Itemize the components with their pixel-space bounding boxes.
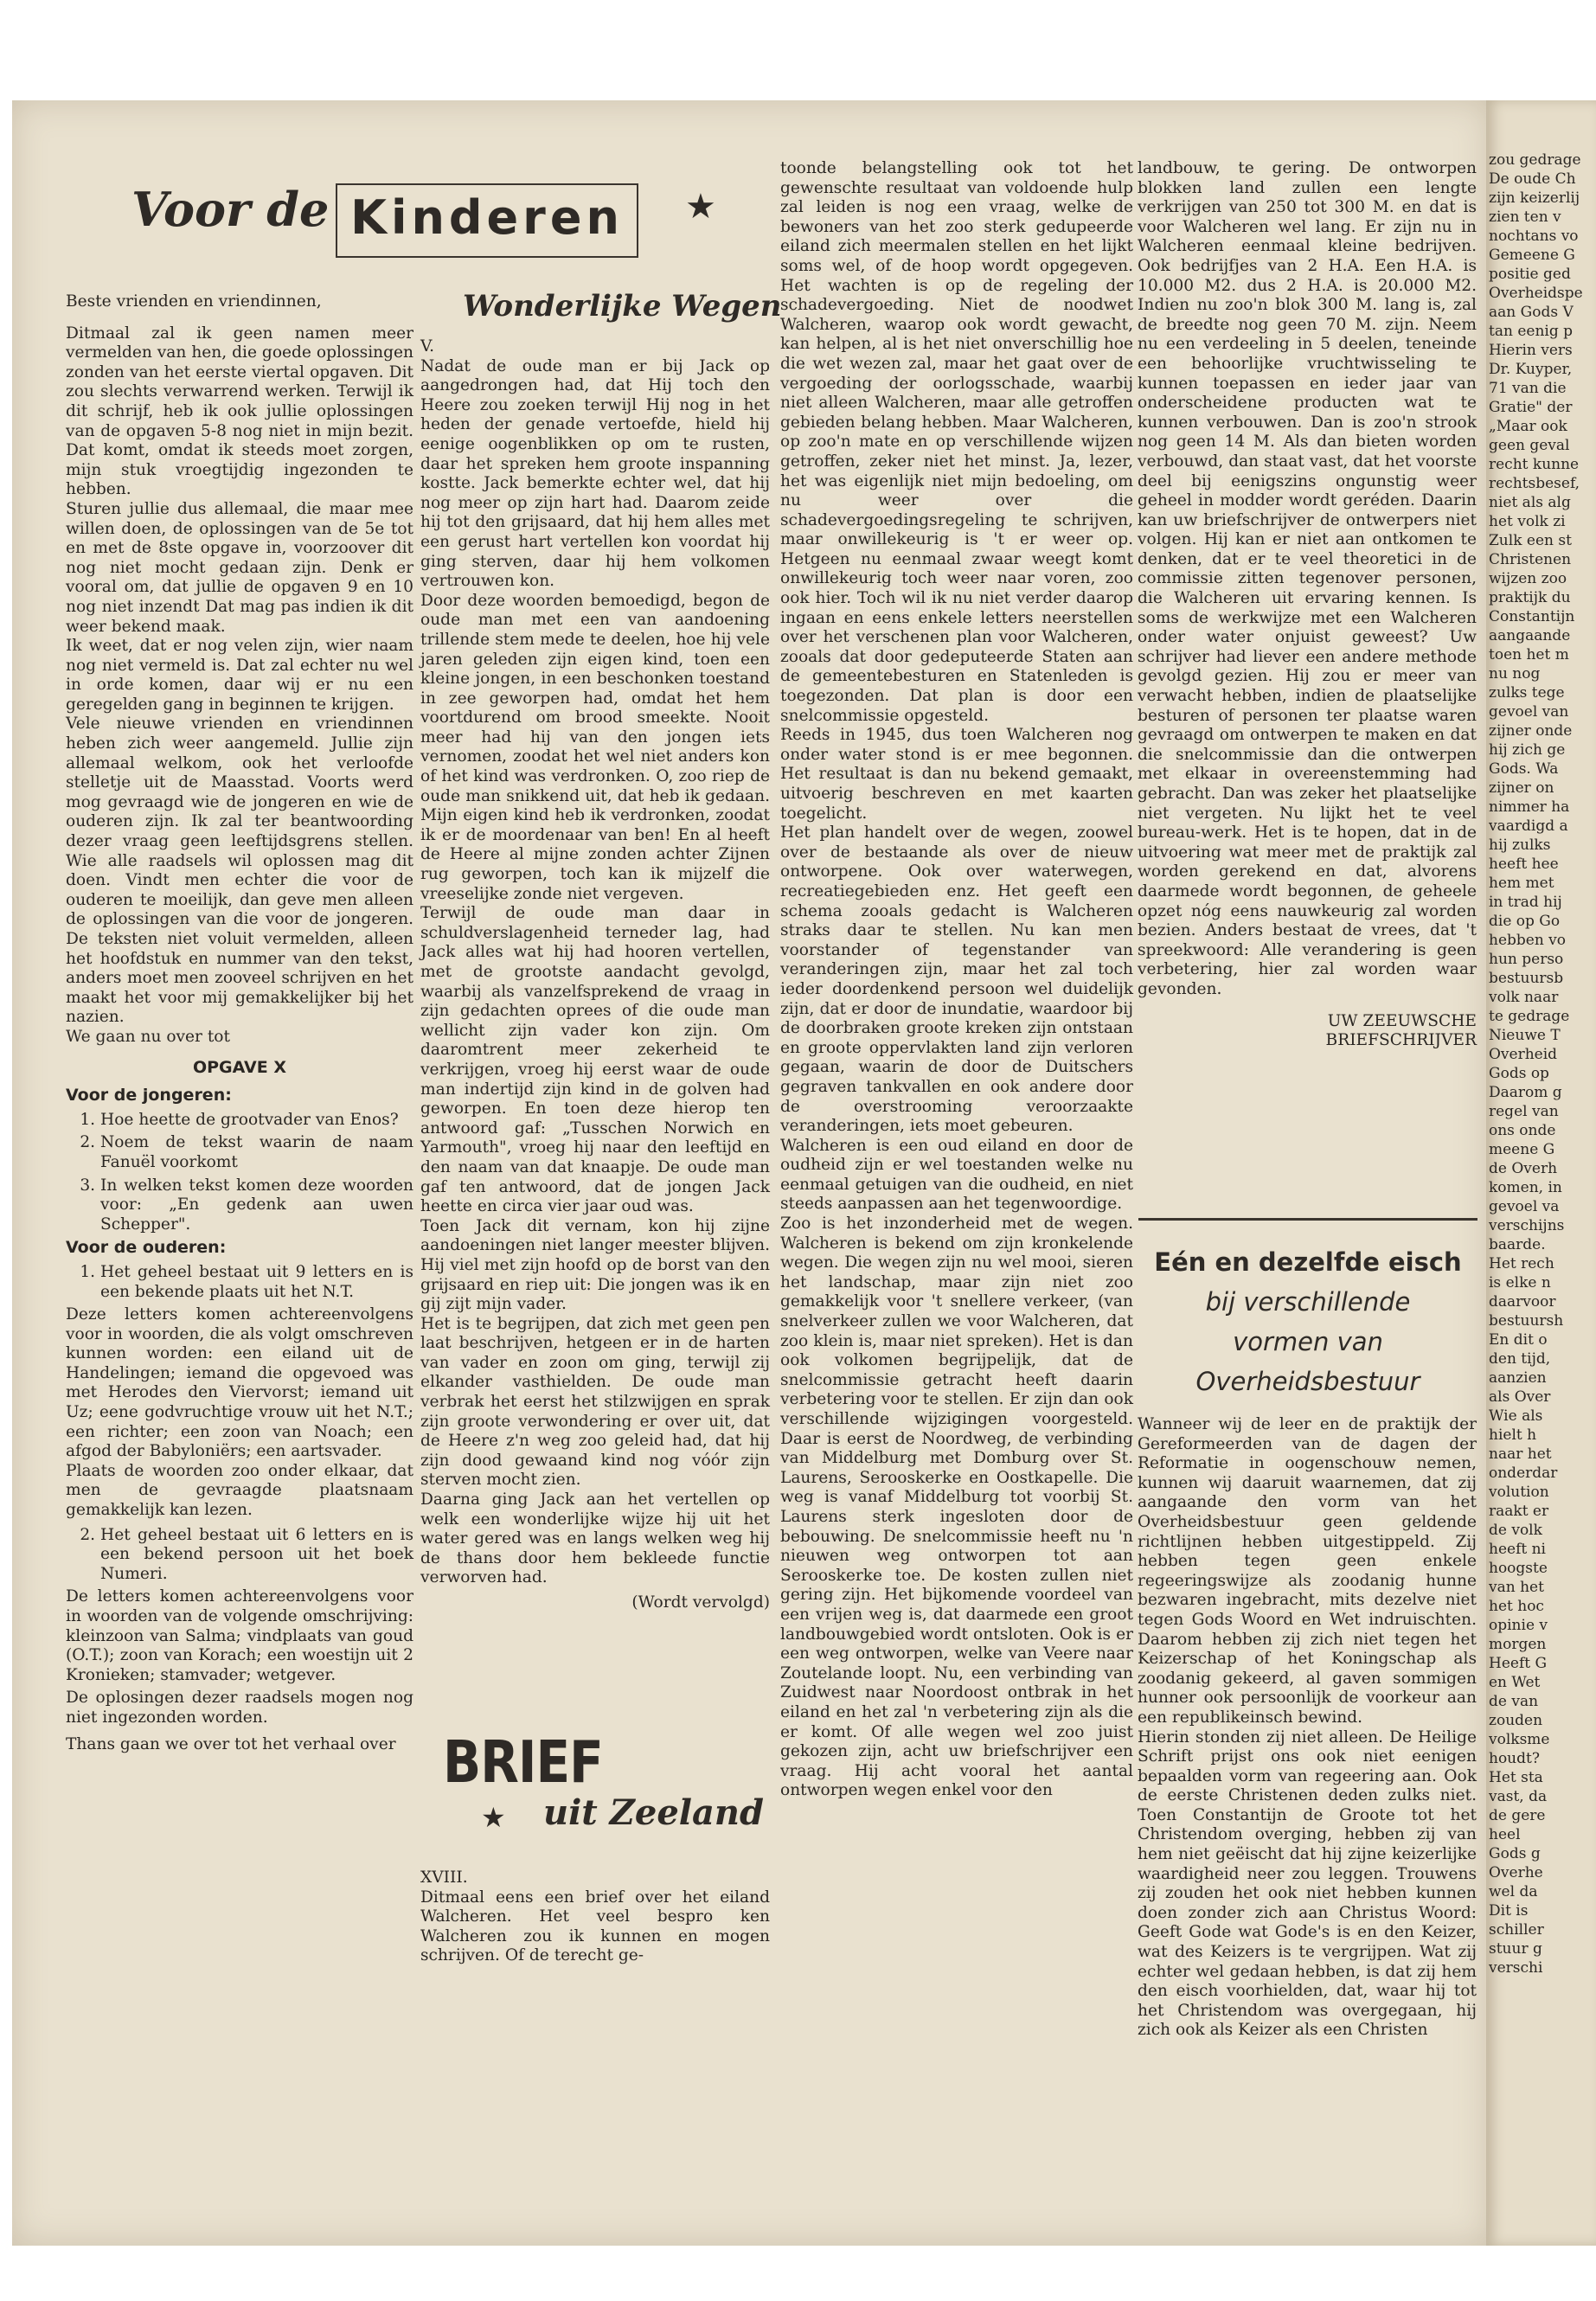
paragraph: Ik weet, dat er nog velen zijn, wier naam nog niet vermeld is. Dat zal echter nu wel in orde komen, daar wij er nu een geregelden gang in beginnen te krijgen. — [66, 637, 413, 714]
fragment-line: „Maar ook — [1489, 418, 1567, 435]
fragment-line: zulks tege — [1489, 684, 1565, 702]
paragraph: Daarna ging Jack aan het vertellen op welk een wonderlijke wijze hij uit het water gered was en langs welken weg hij de thans door hem bekleede functie verworven had. — [420, 1490, 770, 1587]
paragraph: De oplosingen dezer raadsels mogen nog niet ingezonden worden. — [66, 1689, 413, 1727]
column-brief-middle — [780, 159, 1133, 1801]
to-be-continued: (Wordt vervolgd) — [631, 1593, 770, 1612]
fragment-line: Gods g — [1489, 1845, 1541, 1862]
paragraph: Toen Jack dit vernam, kon hij zijne aandoeningen niet langer meester blijven. Hij viel met zijn hoofd op de borst van den grijsaard en riep uit: Die jongen was ik en gij zijt mijn vader. — [420, 1216, 770, 1314]
paragraph: Plaats de woorden zoo onder elkaar, dat men de gevraagde plaatsnaam gemakkelijk kan lezen. — [66, 1461, 413, 1520]
fragment-line: raakt er — [1489, 1503, 1549, 1520]
fragment-line: nochtans vo — [1489, 228, 1579, 245]
paragraph: De letters komen achtereenvolgens voor in woorden van de volgende omschrijving: kleinzoon van Salma; vindplaats van goud (O.T.); zoon van Korach; een woestijn uit 2 Kronieken; stamvader; wetgever. — [66, 1587, 413, 1684]
fragment-line: baarde. — [1489, 1236, 1546, 1253]
fragment-line: Gods. Wa — [1489, 760, 1559, 778]
ouderen-label: Voor de ouderen: — [66, 1238, 227, 1258]
fragment-line: verschijns — [1489, 1217, 1565, 1234]
fragment-line: Gemeene G — [1489, 247, 1575, 264]
signature-line: BRIEFSCHRIJVER — [1325, 1031, 1477, 1050]
fragment-line: heel — [1489, 1826, 1521, 1843]
paragraph: Walcheren is een oud eiland en door de oudheid zijn er wel toestanden welke nu eenmaal getuigen van die oudheid, en niet steeds aanpassen aan het tegenwoordige. — [780, 1136, 1133, 1214]
fragment-line: hij zulks — [1489, 836, 1551, 854]
fragment-line: stuur g — [1489, 1940, 1542, 1958]
paragraph: Het is te begrijpen, dat zich met geen pen laat beschrijven, hetgeen er in de harten van vader en zoon om ging, terwijl zij elkander vasthielden. De oude man verbrak het eerst het stilzwijgen en sprak zijn groote verwondering er over uit, dat de Heere z'n weg zoo geleid had, dat hij zijn dood gewaand kind nog vóór zijn sterven mocht zien. — [420, 1314, 770, 1490]
fragment-line: Wie als — [1489, 1407, 1543, 1425]
fragment-line: zou gedrage — [1489, 151, 1581, 169]
fragment-line: En dit o — [1489, 1331, 1548, 1349]
fragment-line: zouden — [1489, 1712, 1543, 1729]
column-eisch — [1138, 1415, 1477, 2041]
jongeren-label: Voor de jongeren: — [66, 1086, 232, 1106]
fragment-line: meene G — [1489, 1141, 1555, 1158]
fragment-line: opinie v — [1489, 1617, 1548, 1634]
fragment-line: onderdar — [1489, 1465, 1558, 1482]
fragment-line: hun perso — [1489, 951, 1564, 968]
fragment-line: te gedrage — [1489, 1008, 1570, 1025]
fragment-line: hielt h — [1489, 1426, 1537, 1444]
fragment-line: naar het — [1489, 1445, 1552, 1463]
greeting: Beste vrienden en vriendinnen, — [66, 292, 322, 311]
paragraph: Hierin stonden zij niet alleen. De Heilige Schrift prijst ons ook niet eenigen bepaalden vorm van regeering aan. Ook de eerste Christenen deden zulks niet. Toen Constantijn de Groote tot het Christendom overging, hebben zij van hem niet geëischt dat hij zijne keizerlijke waardigheid neer zou leggen. Trouwens zij zouden het ook niet hebben kunnen doen zonder zich aan Christus Woord: Geeft Gode wat Gode's is en den Keizer, wat des Keizers is te vergrijpen. Wat zij echter wel gedaan hebben, is dat zij hem den eisch voorhielden, dat, waar hij tot het Christendom was overgegaan, hij zich ook als Keizer als een Christen — [1138, 1727, 1477, 2040]
fragment-line: Overheidspe — [1489, 285, 1583, 302]
paragraph: Deze letters komen achtereenvolgens voor in woorden, die als volgt omschreven kunnen worden: een eiland uit de Handelingen; iemand die opgevoed was met Herodes den Viervorst; iemand uit Uz; eene godvruchtige vrouw uit het N.T.; een richter; een zoon van Noach; een afgod der Babyloniërs; een aartsvader. — [66, 1305, 413, 1461]
fragment-line: regel van — [1489, 1103, 1559, 1120]
paragraph: Het plan handelt over de wegen, zoowel over de bestaande als over de nieuw ontworpene. Ook over waterwegen, recreatiegebieden enz. Het geeft een schema zooals gedacht is Walcheren straks daar te stellen. Nu kan men voorstander of tegenstander van veranderingen zijn, maar het zal toch ieder doordenkend persoon wel duidelijk zijn, dat er door de inundatie, waardoor bij de doorbraken groote kreken zijn ontstaan en groote oppervlakten land zijn verloren gegaan, waarin de door de Duitschers gegraven tankvallen en ook andere door de overstrooming veroorzaakte veranderingen, iets moet gebeuren. — [780, 824, 1133, 1136]
fragment-line: van het — [1489, 1579, 1544, 1596]
fragment-line: volk naar — [1489, 989, 1559, 1006]
fragment-line: de van — [1489, 1693, 1539, 1710]
column-story — [420, 337, 770, 1613]
paragraph: Reeds in 1945, dus toen Walcheren nog onder water stond is er mee begonnen. Het resultaat is dan nu bekend gemaakt, uitvoerig beschreven en met kaarten toegelicht. — [780, 726, 1133, 823]
paragraph: Ditmaal eens een brief over het eiland Walcheren. Het veel bespro ken Walcheren zou ik kunnen en mogen schrijven. Of de terecht ge- — [420, 1888, 770, 1965]
fragment-line: heeft ni — [1489, 1541, 1546, 1558]
fragment-line: in trad hij — [1489, 894, 1562, 911]
fragment-line: rechtsbesef, — [1489, 475, 1580, 492]
fragment-line: de Overh — [1489, 1160, 1558, 1177]
fragment-line: houdt? — [1489, 1750, 1540, 1767]
fragment-line: aanzien — [1489, 1369, 1547, 1387]
ouderen-list-1 — [66, 1263, 413, 1302]
fragment-line: aan Gods V — [1489, 304, 1574, 321]
eisch-title-line: Overheidsbestuur — [1195, 1367, 1420, 1396]
fragment-line: Gods op — [1489, 1065, 1549, 1082]
paragraph: We gaan nu over tot — [66, 1027, 230, 1046]
fragment-line: Overhe — [1489, 1864, 1543, 1881]
section-title-script: Voor de — [131, 182, 330, 237]
paragraph: Vele nieuwe vrienden en vriendinnen heben zich weer aangemeld. Jullie zijn allemaal welkom, ook het verloofde stelletje uit de Maasstad. Voorts werd mog gevraagd wie de jongeren en wie de ouderen zijn. Ik zal ter beantwoording dezer vraag geen leeftijdsgrens stellen. Wie alle raadsels wil oplossen mag dit doen. Vindt men echter die voor de ouderen te moeilijk, dan geve men alleen de oplossingen van die voor de jongeren. De teksten niet voluit vermelden, alleen het hoofdstuk en nummer van den tekst, anders moet men zooveel schrijven en het maakt het voor mij gemakkelijker bij het nazien. — [66, 715, 413, 1027]
fragment-line: gevoel van — [1489, 703, 1569, 721]
fragment-line: 71 van die — [1489, 380, 1567, 397]
fragment-line: bestuursb — [1489, 970, 1564, 987]
eisch-title-line: vormen van — [1233, 1327, 1383, 1356]
eisch-title-line: bij verschillende — [1205, 1287, 1411, 1317]
paragraph: Thans gaan we over tot het verhaal over — [66, 1734, 396, 1753]
fragment-line: zien ten v — [1489, 208, 1561, 226]
list-item: 2. Het geheel bestaat uit 6 letters en is een bekend persoon uit het boek Numeri. — [100, 1526, 413, 1585]
next-page-column — [1489, 151, 1591, 1977]
fragment-line: hebben vo — [1489, 932, 1567, 949]
paragraph: Nadat de oude man er bij Jack op aangedrongen had, dat Hij toch den Heere zou zoeken terwijl Hij nog in het heden der genade vertoefde, hield hij eenige oogenblikken op om te rusten, daar het spreken hem groote inspanning kostte. Jack bemerkte echter wel, dat hij nog meer op zijn hart had. Daarom zeide hij tot den grijsaard, dat hij hem alles met een gerust hart vertellen kon voordat hij ging sterven, daar hij hem volkomen vertrouwen kon. — [420, 356, 770, 591]
fragment-line: Gratie" der — [1489, 399, 1573, 416]
fragment-line: schiller — [1489, 1921, 1544, 1939]
fragment-line: die op Go — [1489, 913, 1561, 930]
fragment-line: het volk zi — [1489, 513, 1566, 530]
fragment-line: gevoel va — [1489, 1198, 1560, 1215]
fragment-line: hem met — [1489, 875, 1554, 892]
fragment-line: Zulk een st — [1489, 532, 1572, 549]
paragraph: Ditmaal zal ik geen namen meer vermelden van hen, die goede oplossingen zonden van het eerste viertal opgaven. Dit zou slechts verwarrend werken. Terwijl ik dit schrijf, heb ik ook jullie oplossingen van de opgaven 5-8 nog niet in mijn bezit. Dat komt, omdat ik steeds moet zorgen, mijn stuk vroegtijdig ingezonden te hebben. — [66, 324, 413, 499]
fragment-line: zijner on — [1489, 779, 1554, 797]
fragment-line: Daarom g — [1489, 1084, 1562, 1101]
fragment-line: wijzen zoo — [1489, 570, 1567, 587]
fragment-line: ons onde — [1489, 1122, 1556, 1139]
fragment-line: volution — [1489, 1484, 1549, 1501]
fragment-line: den tijd, — [1489, 1350, 1551, 1368]
fragment-line: Dit is — [1489, 1902, 1529, 1920]
list-item: 2. Noem de tekst waarin de naam Fanuël voorkomt — [100, 1133, 413, 1172]
opgave-title: OPGAVE X — [192, 1057, 287, 1077]
section-title-kinderen: Kinderen — [350, 190, 624, 245]
column-brief-end — [1138, 159, 1477, 1051]
column-kinderen — [66, 292, 413, 1754]
fragment-line: Hierin vers — [1489, 342, 1573, 359]
fragment-line: vast, da — [1489, 1788, 1548, 1805]
paragraph: Sturen jullie dus allemaal, die maar mee willen doen, de oplossingen van de 5e tot en met de 8ste opgave in, voorzoover dit nog niet mocht gedaan zijn. Denk er vooral om, dat jullie de opgaven 9 en 10 nog niet inzendt Dat mag pas indien ik dit weer bekend maak. — [66, 499, 413, 636]
fragment-line: daarvoor — [1489, 1293, 1556, 1311]
fragment-line: heeft hee — [1489, 856, 1559, 873]
section-divider — [1138, 1218, 1477, 1221]
paragraph: toonde belangstelling ook tot het gewenschte resultaat van voldoende hulp zal leiden is nog een vraag, welke de bewoners van het zoo sterk gedupeerde eiland zich meermalen stellen en het lijkt soms wel, of de hoop wordt opgegeven. Het wachten is op de regeling der schadevergoeding. Niet de noodwet Walcheren, waarop ook wordt gewacht, kan helpen, al is het niet onverschillig hoe die wet wezen zal, maar het gaat over de vergoeding der oorlogsschade, waarbij niet alleen Walcheren, maar alle getroffen gebieden belang hebben. Maar Walcheren, op zoo'n mate en op verschillende wijzen getroffen, zeker niet het minst. Ja, lezer, het was eigenlijk niet mijn bedoeling, om nu weer over die schadevergoedingsregeling te schrijven, maar onwillekeurig is 't er weer op. Hetgeen nu eenmaal zwaar weegt komt onwillekeurig toch weer naar voren, zoo ook hier. Toch wil ik nu niet verder daarop ingaan en eens enkele letters neerstellen over het verschenen plan voor Walcheren, zooals dat door gedeputeerde Staten aan de gemeentebesturen en Statenleden is toegezonden. Dat plan is door een snelcommissie opgesteld. — [780, 159, 1133, 725]
fragment-line: positie ged — [1489, 266, 1571, 283]
fragment-line: vaardigd a — [1489, 817, 1568, 835]
fragment-line: Het sta — [1489, 1769, 1543, 1786]
section-title-box — [336, 183, 638, 258]
fragment-line: Constantijn — [1489, 608, 1575, 625]
fragment-line: Het rech — [1489, 1255, 1554, 1272]
jongeren-list — [66, 1111, 413, 1235]
list-item: 1. Hoe heette de grootvader van Enos? — [100, 1111, 413, 1131]
fragment-line: is elke n — [1489, 1274, 1551, 1292]
fragment-line: de volk — [1489, 1522, 1542, 1539]
list-item: 1. Het geheel bestaat uit 9 letters en is een bekende plaats uit het N.T. — [100, 1263, 413, 1302]
fragment-line: De oude Ch — [1489, 170, 1576, 188]
fragment-line: nimmer ha — [1489, 798, 1570, 816]
fragment-line: niet als alg — [1489, 494, 1571, 511]
fragment-line: de gere — [1489, 1807, 1546, 1824]
fragment-line: geen geval — [1489, 437, 1570, 454]
fragment-line: Dr. Kuyper, — [1489, 361, 1573, 378]
fragment-line: morgen — [1489, 1636, 1547, 1653]
fragment-line: Heeft G — [1489, 1655, 1548, 1672]
eisch-title — [1138, 1242, 1477, 1401]
brief-subtitle: uit Zeeland — [543, 1792, 764, 1833]
fragment-line: en Wet — [1489, 1674, 1541, 1691]
eisch-title-line: Eén en dezelfde eisch — [1154, 1247, 1462, 1277]
brief-number: XVIII. — [420, 1868, 468, 1887]
star-icon: ★ — [481, 1801, 506, 1834]
fragment-line: Christenen — [1489, 551, 1572, 568]
fragment-line: Overheid — [1489, 1046, 1558, 1063]
brief-title: BRIEF — [443, 1728, 603, 1797]
fragment-line: aangaande — [1489, 627, 1571, 644]
fragment-line: volksme — [1489, 1731, 1550, 1748]
ouderen-list-2 — [66, 1526, 413, 1585]
fragment-line: recht kunne — [1489, 456, 1580, 473]
fragment-line: toen het m — [1489, 646, 1569, 663]
fragment-line: als Over — [1489, 1388, 1551, 1406]
fragment-line: tan eenig p — [1489, 323, 1573, 340]
paragraph: landbouw, te gering. De ontworpen blokken land zullen een lengte verkrijgen van 250 tot 300 M. en dat is voor Walcheren wel lang. Er zijn nu in Walcheren eenmaal kleine bedrijven. Ook bedrijfjes van 2 H.A. Een H.A. is 10.000 M2. dus 2 H.A. is 20.000 M2. Indien nu zoo'n blok 300 M. lang is, zal de breedte nog geen 70 M. zijn. Neem nu een verdeeling in 5 deelen, teneinde een behoorlijke vruchtwisseling te kunnen toepassen en ieder jaar van onderscheidene producten wat te kunnen verbouwen. Dan is zoo'n strook nog geen 14 M. Als dan bieten worden verbouwd, dan staat vast, dat het voorste deel bij eenigszins ongunstig weer geheel in modder wordt geréden. Daarin kan uw briefschrijver de ontwerpers niet volgen. Hij kan er niet aan ontkomen te denken, dat er te veel theoretici in de commissie zitten tegenover personen, die Walcheren uit ervaring kennen. Is soms de werkwijze met een Walcheren onder water onjuist geweest? Uw schrijver had liever een andere methode gevolgd gezien. Hij zou er meer van verwacht hebben, indien de plaatselijke besturen of personen ter plaatse waren gevraagd om ontwerpen te maken en dat die snelcommissie dan die ontwerpen met elkaar in overeenstemming had gebracht. Dan was zeker het plaatselijke niet vergeten. Nu lijkt het te veel bureau-werk. Het is te hopen, dat in de uitvoering wat meer met de praktijk zal worden gerekend en dat, alvorens daarmede wordt begonnen, de geheele opzet nóg eens nauwkeurig zal worden bezien. Anders bestaat de vrees, dat 't spreekwoord: Alle verandering is geen verbetering, hier zal worden waar gevonden. — [1138, 159, 1477, 998]
fragment-line: hij zich ge — [1489, 741, 1566, 759]
chapter: V. — [420, 337, 435, 356]
paragraph: Zoo is het inzonderheid met de wegen. Walcheren is bekend om zijn kronkelende wegen. Die wegen zijn nu wel mooi, sieren het landschap, maar zijn niet zoo gemakkelijk voor 't snellere verkeer, (van snelverkeer zullen we voor Walcheren, dat zoo klein is, maar niet spreken). Het is dan ook volkomen begrijpelijk, dat de snelcommissie getracht heeft daarin verbetering voor te stellen. Er zijn dan ook verschillende wijzigingen voorgesteld. Daar is eerst de Noordweg, de verbinding van Middelburg met Domburg over St. Laurens, Serooskerke en Oostkapelle. Die weg is vanaf Middelburg tot voorbij St. Laurens sterk ingesloten door de bebouwing. De snelcommissie heeft nu 'n nieuwen weg ontworpen tot aan Serooskerke toe. De kosten zullen niet gering zijn. Het bijkomende voordeel van een vrijen weg is, dat daarmede een groot landbouwgebied wordt ontsloten. Ook is er een weg ontworpen, welke van Veere naar Zoutelande loopt. Nu, een verbinding van Zuidwest naar Noordoost ontbrak in het eiland en het zal 'n verbetering zijn als die er komt. Of alle wegen wel zoo juist gekozen zijn, acht uw briefschrijver een vraag. Hij acht vooral het aantal ontworpen wegen enkel voor den — [780, 1215, 1133, 1800]
star-icon: ★ — [685, 187, 716, 227]
fragment-line: Nieuwe T — [1489, 1027, 1561, 1044]
fragment-line: nu nog — [1489, 665, 1541, 683]
column-brief-start — [420, 1868, 770, 1966]
story-title: Wonderlijke Wegen — [463, 289, 782, 324]
fragment-line: wel da — [1489, 1883, 1538, 1900]
fragment-line: zijner onde — [1489, 722, 1573, 740]
fragment-line: bestuursh — [1489, 1312, 1564, 1330]
fragment-line: verschi — [1489, 1959, 1543, 1977]
paragraph: Door deze woorden bemoedigd, begon de oude man met een van aandoening trillende stem mede te deelen, hoe hij vele jaren geleden zijn eigen kind, toen een kleine jongen, in een beschonken toestand in zee geworpen had, omdat het hem voortdurend om brood smeekte. Nooit meer had hij van den jongen iets vernomen, zoodat het wel niet anders kon of het kind was verdronken. O, zoo riep de oude man snikkend uit, dat heb ik gedaan. Mijn eigen kind heb ik verdronken, zoodat ik er de moordenaar van ben! En al heeft de Heere al mijne zonden achter Zijnen rug geworpen, toch kan ik mijzelf die vreeselijke zonde niet vergeven. — [420, 591, 770, 903]
signature-line: UW ZEEUWSCHE — [1327, 1011, 1477, 1030]
fragment-line: zijn keizerlij — [1489, 189, 1580, 207]
fragment-line: komen, in — [1489, 1179, 1562, 1196]
paragraph: Wanneer wij de leer en de praktijk der Gereformeerden van de dagen der Reformatie in oogenschouw nemen, kunnen wij daaruit waarnemen, dat zij aangaande den vorm van het Overheidsbestuur geen geldende richtlijnen hebben uitgestippeld. Zij hebben tegen geen enkele regeeringswijze als zoodanig hunne bezwaren ingebracht, mits dezelve niet tegen Gods Woord en Wet indruischten. Daarom hebben zij zich niet tegen het Keizerschap of het Koningschap als zoodanig gekeerd, al gaven sommigen hunner ook persoonlijk de voorkeur aan een republikeinsch bewind. — [1138, 1415, 1477, 1727]
list-item: 3. In welken tekst komen deze woorden voor: „En gedenk aan uwen Schepper". — [100, 1176, 413, 1235]
fragment-line: praktijk du — [1489, 589, 1571, 606]
fragment-line: het hoc — [1489, 1598, 1544, 1615]
paragraph: Terwijl de oude man daar in schuldverslagenheid terneder lag, had Jack alles wat hij had hooren vertellen, met de grootste aandacht gevolgd, waarbij als vanzelfsprekend de vraag in zijn gedachten oprees of die oude man wellicht zijn vader kon zijn. Om daaromtrent meer zekerheid te verkrijgen, vroeg hij eerst waar de oude man indertijd zijn kind in de golven had geworpen. En toen deze hierop ten antwoord gaf: „Tusschen Norwich en Yarmouth", vroeg hij naar den leeftijd en den naam van dat knaapje. De oude man gaf ten antwoord, dat de jongen Jack heette en circa vier jaar oud was. — [420, 904, 770, 1216]
fragment-line: hoogste — [1489, 1560, 1548, 1577]
